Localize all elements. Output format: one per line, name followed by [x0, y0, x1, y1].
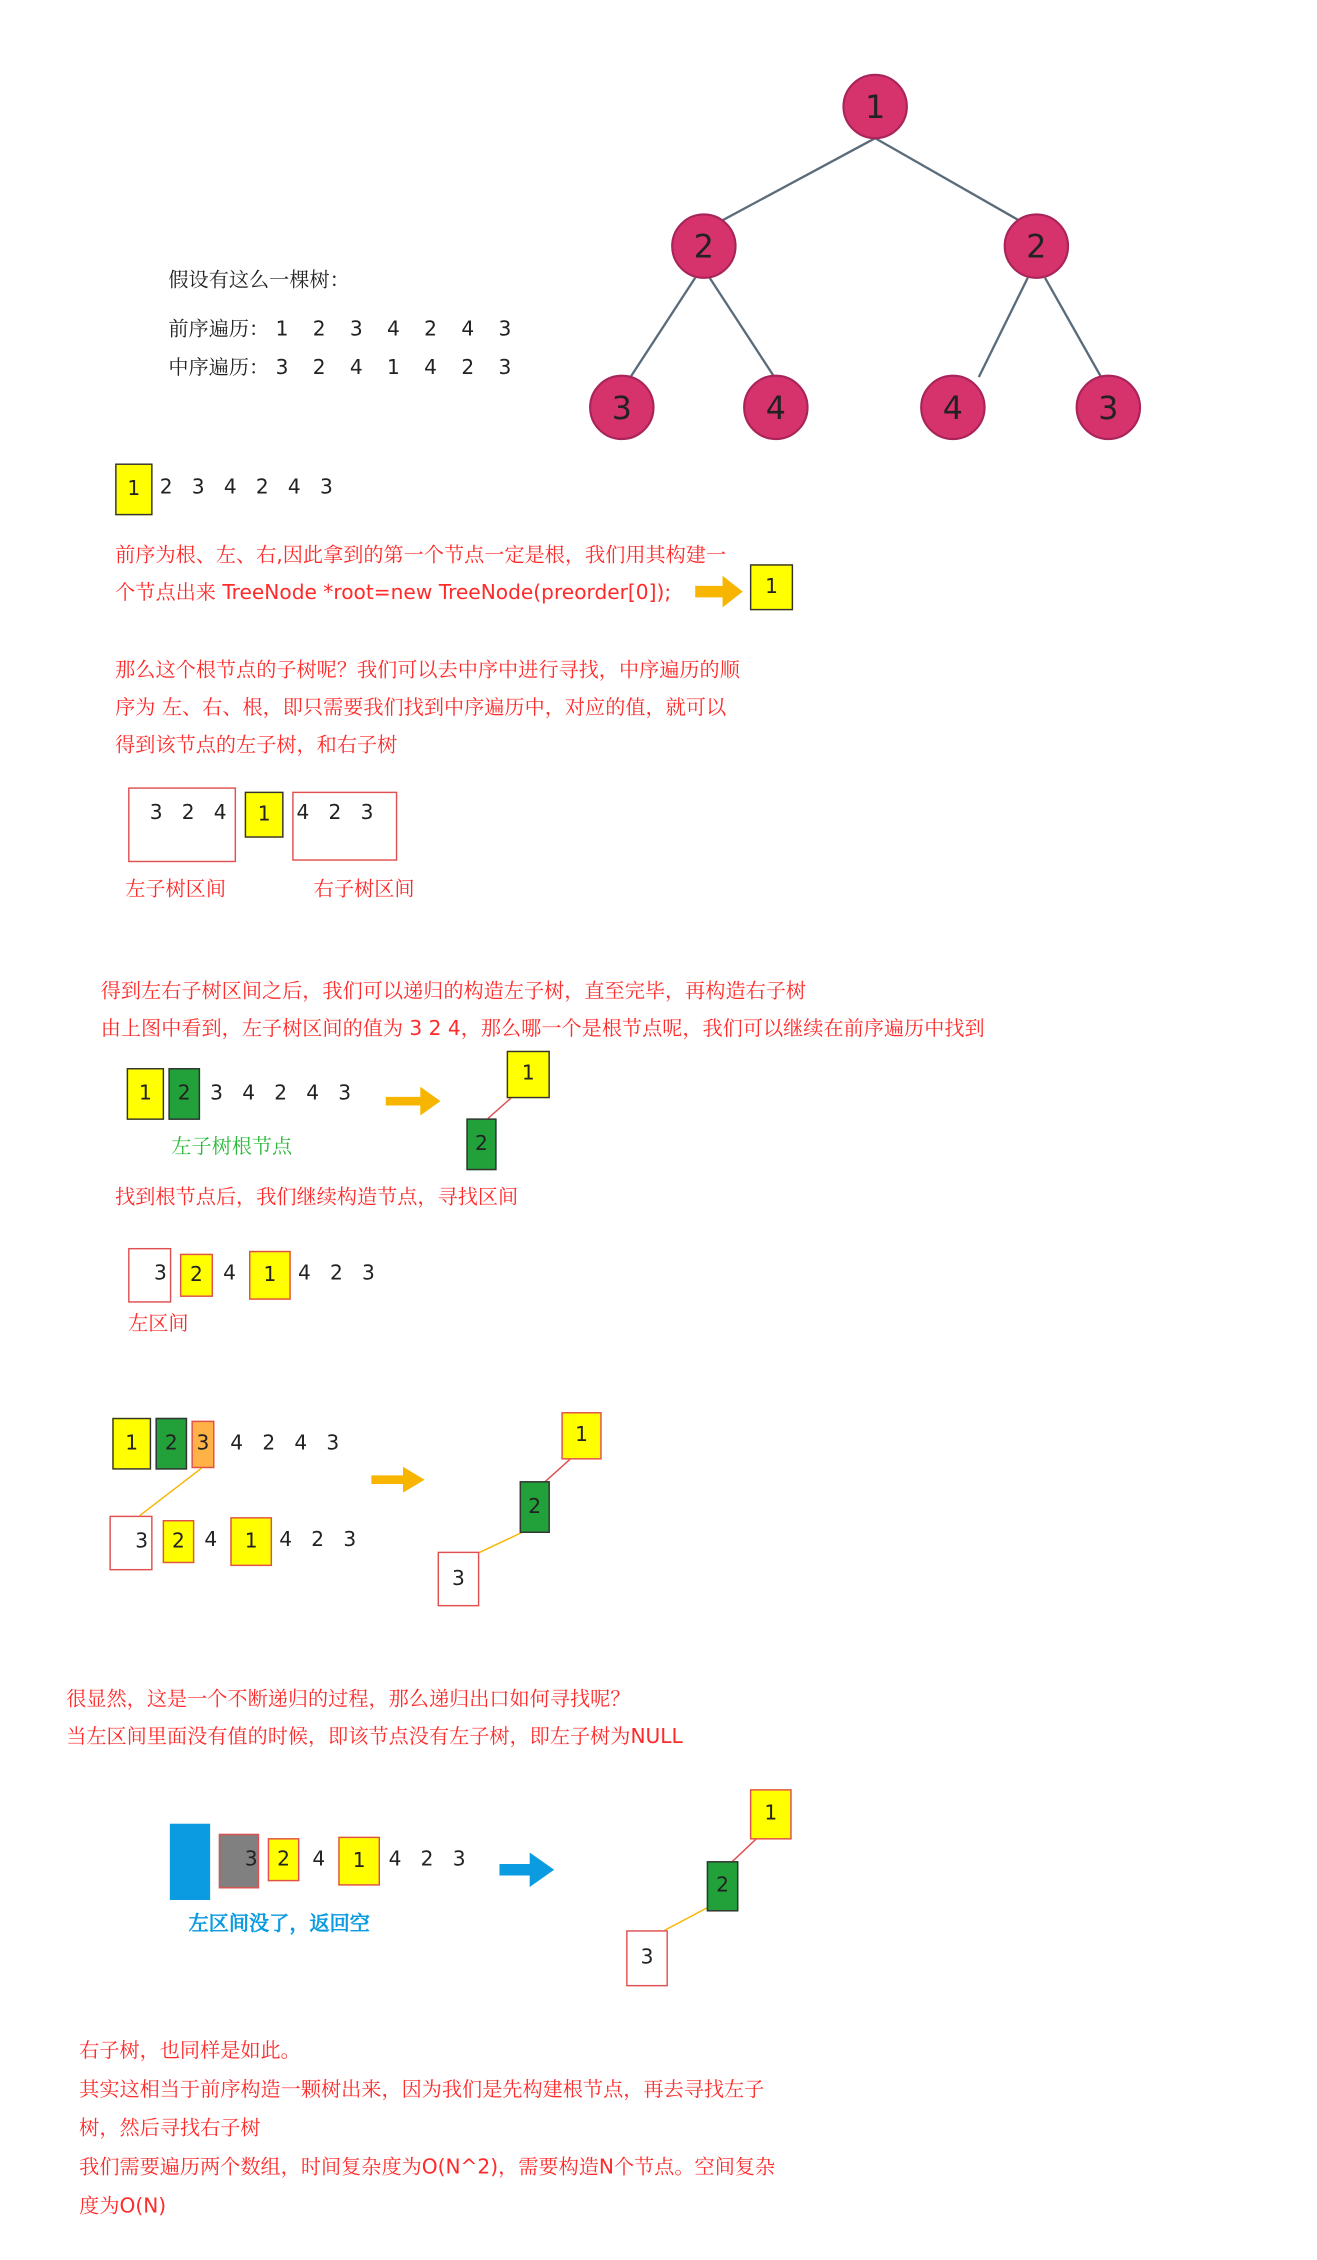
left-interval-v3: 3 [154, 1262, 167, 1286]
conclusion-line4: 我们需要遍历两个数组，时间复杂度为O(N^2)，需要构造N个节点。空间复杂 [79, 2156, 776, 2180]
step5-row2-v4: 4 [204, 1528, 218, 1552]
step1-para-line2: 个节点出来 TreeNode *root=new TreeNode(preorder[0]); [115, 581, 672, 605]
step3-para-line1: 得到左右子树区间之后，我们可以递归的构造左子树，直至完毕，再构造右子树 [100, 980, 807, 1004]
step6-rest: 4 2 3 [388, 1848, 466, 1872]
conclusion-line1: 右子树，也同样是如此。 [79, 2039, 301, 2063]
tree-node-ll-label: 3 [611, 390, 632, 427]
left-subtree-label: 左子树区间 [125, 878, 226, 902]
left-interval-v4: 4 [223, 1262, 236, 1286]
tree-node-lr-label: 4 [765, 390, 786, 427]
edge-2-3 [662, 1906, 711, 1932]
step5-row1-rest: 4 2 4 3 [230, 1432, 340, 1456]
tree-node-left-label: 2 [693, 229, 714, 266]
step3-node1: 1 [127, 1068, 164, 1120]
conclusion-line2: 其实这相当于前序构造一颗树出来，因为我们是先构建根节点，再去寻找左子 [79, 2078, 765, 2102]
left-interval-label: 左区间 [128, 1312, 189, 1336]
step5-row2-v2: 2 [163, 1520, 195, 1563]
left-subtree-values: 3 2 4 [149, 801, 227, 825]
right-subtree-values: 4 2 3 [296, 801, 374, 825]
step5-row2-v1: 1 [230, 1517, 272, 1566]
conclusion-line3: 树，然后寻找右子树 [79, 2117, 261, 2141]
edge-1-2 [731, 1837, 758, 1863]
step5-tree-n1: 1 [561, 1412, 601, 1460]
conclusion-line5: 度为O(N) [79, 2195, 167, 2219]
step6-tree-n1: 1 [750, 1789, 792, 1839]
left-root-label: 左子树根节点 [171, 1135, 293, 1159]
arrow-right-icon [499, 1853, 554, 1888]
step4-root: 1 [249, 1251, 291, 1300]
intro-title: 假设有这么一棵树： [168, 269, 350, 293]
empty-return-label: 左区间没了，返回空 [188, 1912, 370, 1936]
step6-gray-val: 3 [244, 1848, 258, 1872]
step3-tree-node2: 2 [466, 1118, 496, 1170]
step5-tree-n3: 3 [438, 1552, 480, 1607]
step3-para-line2: 由上图中看到，左子树区间的值为 3 2 4，那么哪一个是根节点呢，我们可以继续在前序遍历中找到 [100, 1017, 985, 1041]
preorder-first-highlight: 1 [115, 463, 152, 515]
inorder-label: 中序遍历： [168, 356, 270, 381]
tree-node-rl-label: 4 [942, 390, 963, 427]
step3-para-line3: 找到根节点后，我们继续构造节点，寻找区间 [115, 1186, 519, 1210]
step3-tree-node1: 1 [507, 1051, 550, 1099]
preorder-label: 前序遍历： [168, 318, 270, 342]
step1-result-node: 1 [750, 564, 793, 610]
step2-para-line1: 那么这个根节点的子树呢？我们可以去中序中进行寻找，中序遍历的顺 [115, 659, 740, 683]
step5-row1-n3: 3 [191, 1421, 214, 1469]
right-subtree-label: 右子树区间 [313, 878, 415, 902]
step4-rest: 4 2 3 [297, 1262, 375, 1286]
step6-para-line2: 当左区间里面没有值的时候，即该节点没有左子树，即左子树为NULL [66, 1725, 683, 1749]
step3-rest: 3 4 2 4 3 [210, 1082, 352, 1106]
step6-v2: 2 [268, 1838, 300, 1881]
interval-root: 1 [245, 792, 284, 838]
step5-row1-n2: 2 [155, 1418, 187, 1470]
preorder-rest: 2 3 4 2 4 3 [159, 476, 333, 500]
step2-para-line2: 序为 左、右、根，即只需要我们找到中序遍历中，对应的值，就可以 [115, 696, 727, 720]
step6-tree-n3: 3 [626, 1930, 668, 1986]
left-interval-v2: 2 [180, 1254, 213, 1297]
step3-node2: 2 [168, 1068, 200, 1120]
inorder-values: 3 2 4 1 4 2 3 [275, 356, 512, 381]
step5-row2-v3: 3 [135, 1530, 149, 1554]
preorder-values: 1 2 3 4 2 4 3 [275, 318, 512, 342]
step1-para-line1: 前序为根、左、右,因此拿到的第一个节点一定是根，我们用其构建一 [115, 544, 727, 568]
step6-v1: 1 [338, 1837, 380, 1886]
step5-row2-rest: 4 2 3 [279, 1528, 357, 1552]
step2-para-line3: 得到该节点的左子树，和右子树 [115, 734, 398, 758]
tree-node-root-label: 1 [865, 90, 886, 127]
tree-node-right-label: 2 [1026, 229, 1047, 266]
step6-para-line1: 很显然，这是一个不断递归的过程，那么递归出口如何寻找呢？ [66, 1688, 631, 1712]
step5-row1-n1: 1 [112, 1418, 151, 1470]
tree-node-rr-label: 3 [1098, 390, 1119, 427]
step6-tree-n2: 2 [707, 1861, 739, 1911]
step6-v4: 4 [312, 1848, 326, 1872]
step5-tree-n2: 2 [520, 1481, 550, 1533]
